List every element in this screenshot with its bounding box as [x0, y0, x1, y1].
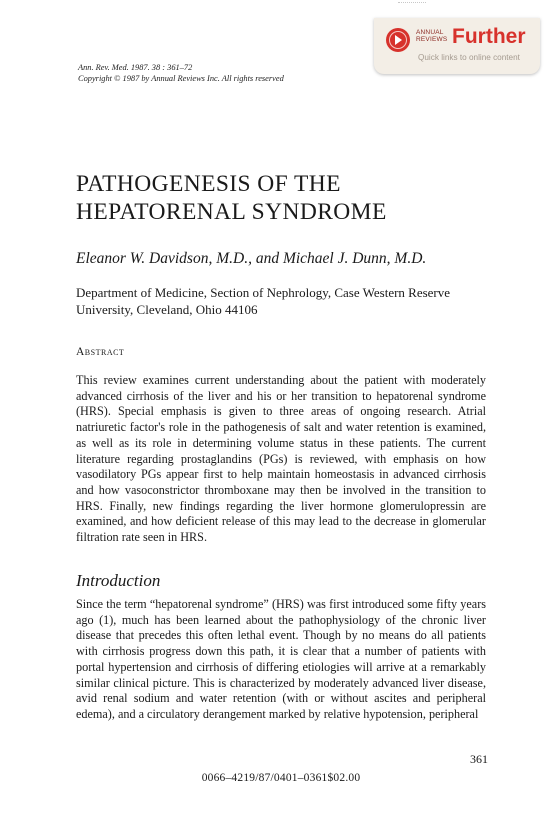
article-authors: Eleanor W. Davidson, M.D., and Michael J. Dunn, M.D. [76, 250, 427, 267]
wordmark-line: REVIEWS [416, 36, 448, 43]
article-identifier: 0066–4219/87/0401–0361$02.00 [201, 772, 361, 784]
page-number: 361 [470, 752, 488, 766]
abstract-text: This review examines current understanding about the patient with moderately advanced cirrhosis of the liver and his or her transition to hepatorenal syndrome (HRS). Special emphasis is given to three areas of ongoing research. Atrial natriuretic factor's role in the pathogenesis of salt and water retention is examined, as well as its role in determining volume status in these patients. The current literature regarding prostaglandins (PGs) is reviewed, with emphasis on how vasodilatory PGs appear first to help maintain homeostasis in advanced cirrhosis and how vasoconstrictor thromboxane may then be involved in the transition to HRS. Finally, new findings regarding the liver hormone glomerulopressin are examined, and how deficient release of this may lead to the decrease in glomerular filtration rate seen in HRS. [76, 373, 486, 545]
further-label: Further [452, 25, 526, 48]
copyright-line: Copyright © 1987 by Annual Reviews Inc. All rights reserved [78, 74, 284, 83]
article-title [76, 170, 387, 226]
scan-artifact [398, 2, 426, 6]
wordmark-line: ANNUAL [416, 29, 444, 36]
journal-citation [78, 62, 284, 84]
title-line: PATHOGENESIS OF THE [76, 171, 341, 197]
title-line: HEPATORENAL SYNDROME [76, 199, 387, 225]
further-tagline: Quick links to online content [418, 53, 520, 62]
introduction-heading: Introduction [76, 571, 161, 590]
annual-reviews-logo-icon [386, 28, 410, 52]
citation-line: Ann. Rev. Med. 1987. 38 : 361–72 [78, 63, 193, 72]
further-annual-reviews-badge[interactable] [374, 18, 540, 74]
author-affiliation: Department of Medicine, Section of Nephrology, Case Western Reserve University, Cleveland, Ohio 44106 [76, 285, 451, 317]
annual-reviews-wordmark [416, 29, 447, 43]
abstract-heading: Abstract [76, 346, 125, 358]
introduction-text: Since the term “hepatorenal syndrome” (HRS) was first introduced some fifty years ago (1), much has been learned about the pathophysiology of the chronic liver disease that precedes this often lethal event. Though by no means do all patients with cirrhosis progress down this path, it is clear that a number of patients with portal hypertension and cirrhosis of differing etiologies will arrive at a remarkably similar clinical picture. This is characterized by moderately advanced liver disease, avid renal sodium and water retention (with or without ascites and peripheral edema), and a circulatory derangement marked by relative hypotension, peripheral [76, 597, 486, 721]
